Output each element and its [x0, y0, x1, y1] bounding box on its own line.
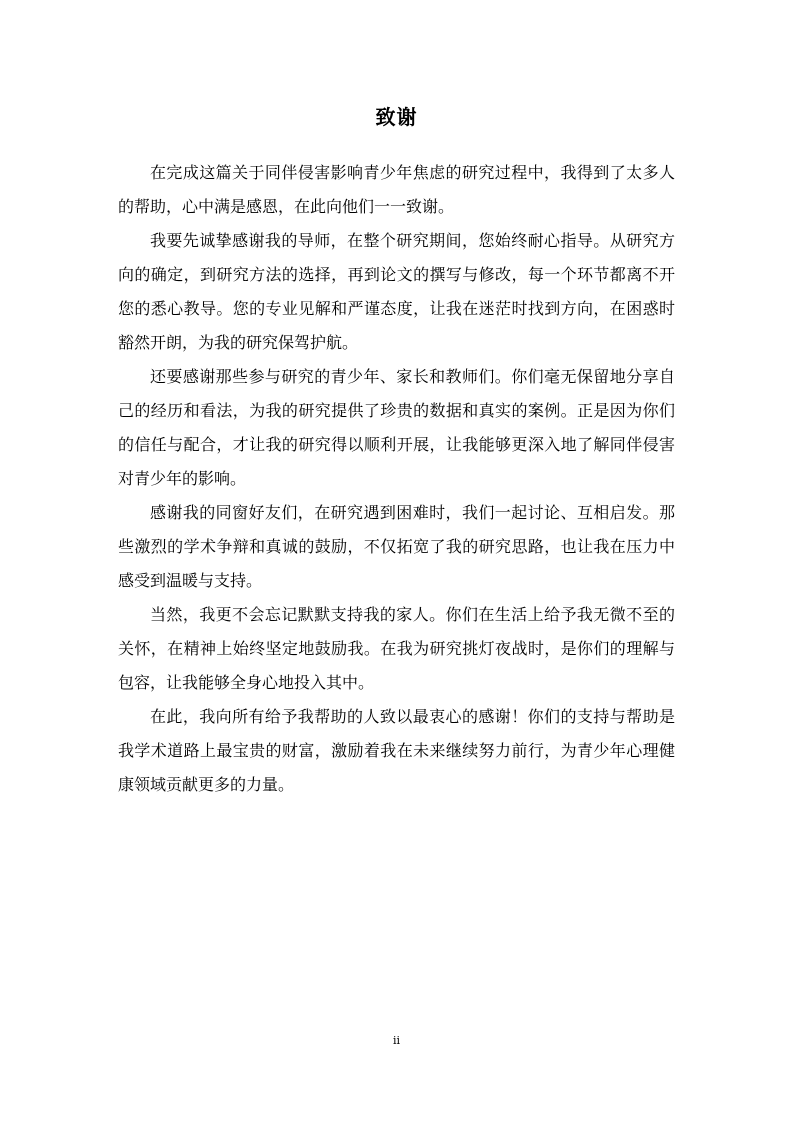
page-number: ii	[392, 1034, 401, 1047]
paragraph-advisor: 我要先诚挚感谢我的导师，在整个研究期间，您始终耐心指导。从研究方向的确定，到研究方法的选择，再到论文的撰写与修改，每一个环节都离不开您的悉心教导。您的专业见解和严谨态度，让我在迷茫时找到方向，在困惑时豁然开朗，为我的研究保驾护航。	[118, 231, 675, 352]
paragraph-classmates: 感谢我的同窗好友们，在研究遇到困难时，我们一起讨论、互相启发。那些激烈的学术争辩和真诚的鼓励，不仅拓宽了我的研究思路，也让我在压力中感受到温暖与支持。	[118, 503, 675, 590]
page-title: 致谢	[375, 105, 418, 129]
paragraph-closing: 在此，我向所有给予我帮助的人致以最衷心的感谢！你们的支持与帮助是我学术道路上最宝贵的财富，激励着我在未来继续努力前行，为青少年心理健康领域贡献更多的力量。	[118, 707, 675, 794]
paragraph-participants: 还要感谢那些参与研究的青少年、家长和教师们。你们毫无保留地分享自己的经历和看法，为我的研究提供了珍贵的数据和真实的案例。正是因为你们的信任与配合，才让我的研究得以顺利开展，让我能够更深入地了解同伴侵害对青少年的影响。	[118, 367, 675, 488]
paragraph-family: 当然，我更不会忘记默默支持我的家人。你们在生活上给予我无微不至的关怀，在精神上始终坚定地鼓励我。在我为研究挑灯夜战时，是你们的理解与包容，让我能够全身心地投入其中。	[118, 605, 675, 692]
paragraph-intro: 在完成这篇关于同伴侵害影响青少年焦虑的研究过程中，我得到了太多人的帮助，心中满是感恩，在此向他们一一致谢。	[118, 163, 675, 216]
acknowledgement-body	[118, 156, 675, 802]
